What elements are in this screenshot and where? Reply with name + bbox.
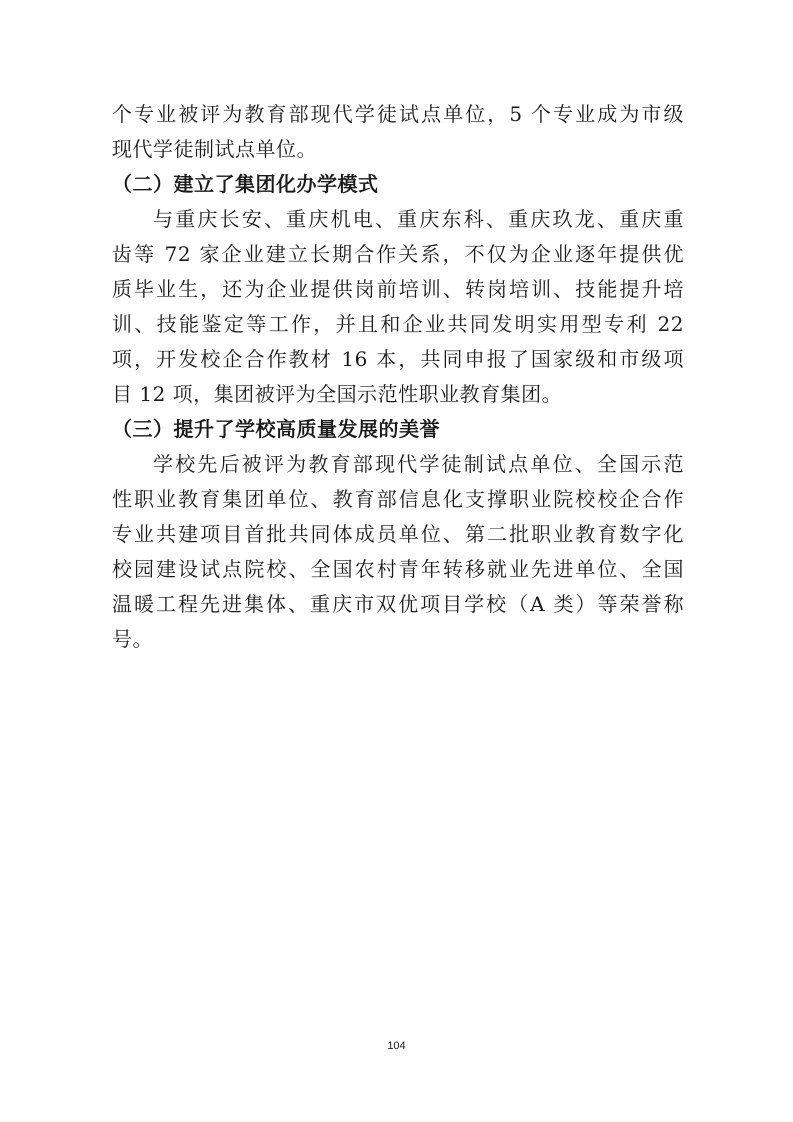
text-line: 与重庆长安、重庆机电、重庆东科、重庆玖龙、重庆重 [153, 207, 684, 231]
section-heading: （二）建立了集团化办学模式 [112, 172, 379, 196]
text-line: 校园建设试点院校、全国农村青年转移就业先进单位、全国 [112, 557, 684, 581]
section-paragraph [112, 202, 684, 412]
text-line: 专业共建项目首批共同体成员单位、第二批职业教育数字化 [112, 522, 684, 546]
text-line: 目 12 项，集团被评为全国示范性职业教育集团。 [112, 382, 563, 406]
text-line: 温暖工程先进集体、重庆市双优项目学校（A 类）等荣誉称 [112, 592, 684, 616]
text-line: 学校先后被评为教育部现代学徒制试点单位、全国示范 [153, 452, 684, 476]
text-line: 个专业被评为教育部现代学徒试点单位，5 个专业成为市级 [112, 102, 684, 126]
text-line: 质毕业生，还为企业提供岗前培训、转岗培训、技能提升培 [112, 277, 684, 301]
section-heading: （三）提升了学校高质量发展的美誉 [112, 417, 440, 441]
text-line: 训、技能鉴定等工作，并且和企业共同发明实用型专利 22 [112, 312, 684, 336]
page-number: 104 [387, 1040, 406, 1052]
text-line: 齿等 72 家企业建立长期合作关系，不仅为企业逐年提供优 [112, 242, 684, 266]
text-line: 现代学徒制试点单位。 [112, 137, 317, 161]
page-content [112, 97, 684, 657]
section-paragraph [112, 447, 684, 657]
text-line: 项，开发校企合作教材 16 本，共同申报了国家级和市级项 [112, 347, 684, 371]
paragraph-continued [112, 97, 684, 167]
text-line: 号。 [112, 627, 153, 651]
text-line: 性职业教育集团单位、教育部信息化支撑职业院校校企合作 [112, 487, 684, 511]
